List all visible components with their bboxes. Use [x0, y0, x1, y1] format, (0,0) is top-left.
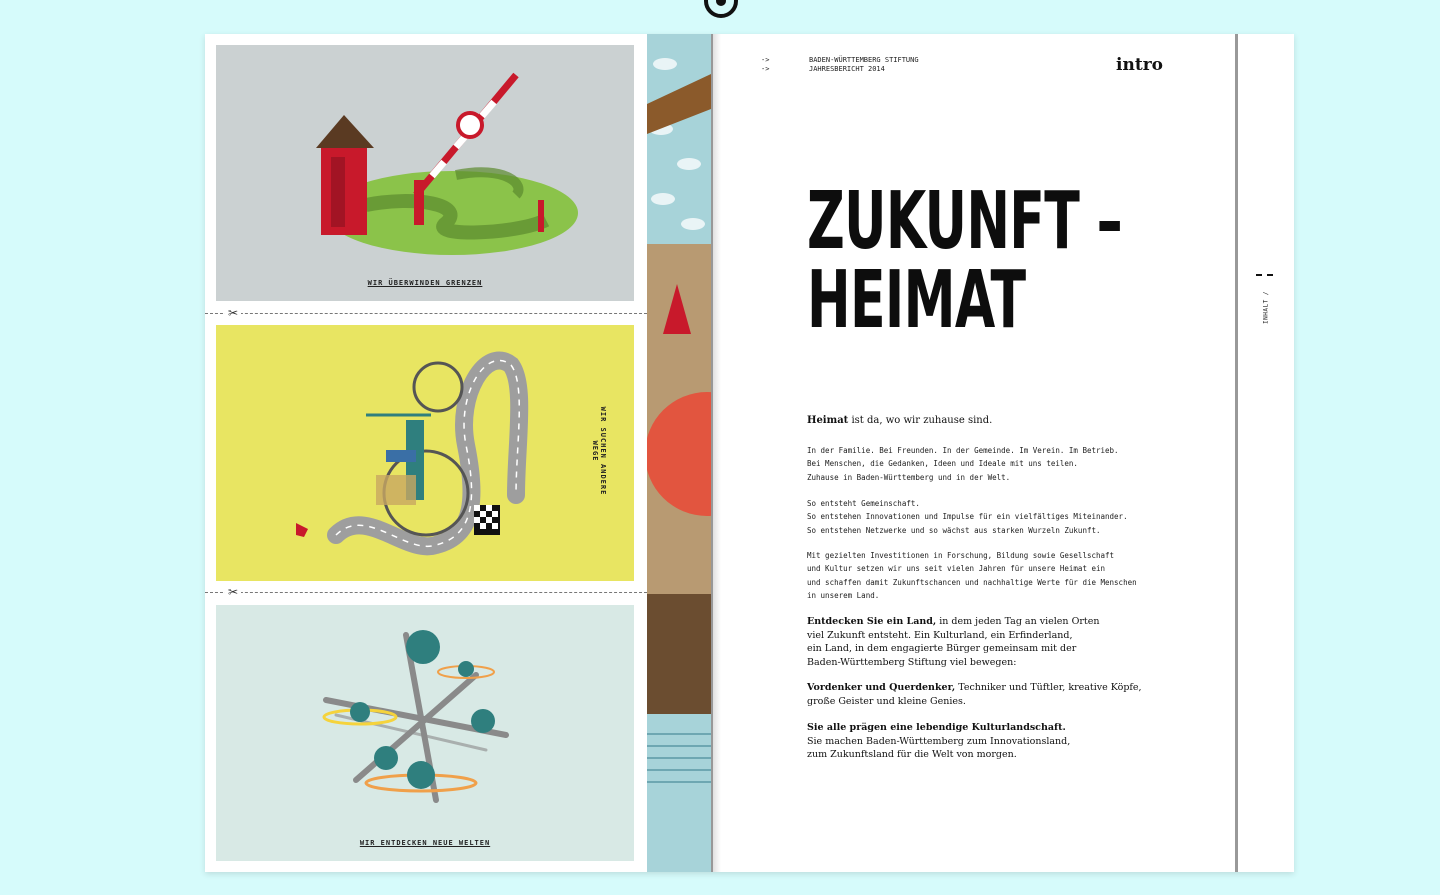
paragraph-1: [807, 444, 1167, 484]
paragraph-4: [807, 615, 1167, 669]
title-line2: HEIMAT: [807, 254, 1026, 346]
paragraph-3: [807, 549, 1167, 603]
text-line: ein Land, in dem engagierte Bürger gemeinsam mit der: [807, 643, 1077, 654]
page-title: [807, 175, 1123, 346]
para4-rest: in dem jeden Tag an vielen Orten: [936, 616, 1100, 627]
bicycle-road-illustration: [216, 325, 634, 581]
postcard-new-worlds[interactable]: [216, 605, 634, 861]
text-line: Sie machen Baden-Württemberg zum Innovationsland,: [807, 735, 1071, 747]
lead-rest: ist da, wo wir zuhause sind.: [848, 415, 993, 426]
border-crossing-illustration: [216, 45, 634, 301]
para5-bold: Vordenker und Querdenker,: [807, 682, 956, 693]
scissors-icon: ✂: [225, 307, 241, 319]
lead-paragraph: [807, 415, 992, 426]
text-line: Bei Menschen, die Gedanken, Ideen und Ideale mit uns teilen.: [807, 459, 1078, 469]
text-line: Mit gezielten Investitionen in Forschung, Bildung sowie Gesellschaft: [807, 551, 1115, 560]
text-line: Baden-Württemberg Stiftung viel bewegen:: [807, 656, 1017, 668]
planets-illustration: [216, 605, 634, 861]
cut-line: [205, 592, 647, 594]
text-line: In der Familie. Bei Freunden. In der Gemeinde. Im Verein. Im Betrieb.: [807, 446, 1119, 455]
contents-link[interactable]: INHALT /: [1262, 291, 1270, 324]
section-tag: intro: [1116, 55, 1163, 75]
right-page: [721, 34, 1235, 872]
paragraph-2: [807, 497, 1167, 537]
cut-line: [205, 313, 647, 315]
text-line: Zuhause in Baden-Württemberg und in der Welt.: [807, 472, 1011, 482]
postcard-border-crossing[interactable]: [216, 45, 634, 301]
nav-dash: [1256, 274, 1262, 276]
text-line: in unserem Land.: [807, 591, 880, 601]
card-caption: WIR SUCHEN ANDERE WEGE: [591, 406, 607, 496]
arrow-icon: ->: [761, 56, 770, 64]
card-caption: WIR ÜBERWINDEN GRENZEN: [367, 279, 483, 287]
postcard-other-paths[interactable]: [216, 325, 634, 581]
center-illustration-strip: [647, 34, 711, 872]
title-line1: ZUKUNFT –: [807, 175, 1123, 267]
text-line: zum Zukunftsland für die Welt von morgen.: [807, 749, 1017, 760]
card-caption: WIR ENTDECKEN NEUE WELTEN: [359, 839, 491, 847]
paragraph-6: [807, 721, 1167, 762]
nav-dash: [1267, 274, 1273, 276]
para4-bold: Entdecken Sie ein Land,: [807, 616, 937, 627]
masthead-line2: JAHRESBERICHT 2014: [809, 65, 885, 73]
record-target-icon[interactable]: [704, 0, 738, 18]
text-line: große Geister und kleine Genies.: [807, 695, 966, 707]
arrow-icon: ->: [761, 65, 770, 73]
paragraph-5: [807, 681, 1167, 708]
side-tab: [1238, 34, 1294, 872]
para6-bold: Sie alle prägen eine lebendige Kulturlandschaft.: [807, 722, 1066, 733]
text-line: und Kultur setzen wir uns seit vielen Jahren für unsere Heimat ein: [807, 564, 1106, 574]
text-line: So entsteht Gemeinschaft.: [807, 499, 920, 508]
para5-rest: Techniker und Tüftler, kreative Köpfe,: [955, 682, 1142, 693]
landscape-strip-illustration: [647, 34, 711, 872]
text-line: viel Zukunft entsteht. Ein Kulturland, ein Erfinderland,: [807, 629, 1073, 641]
text-line: So entstehen Netzwerke und so wächst aus starken Wurzeln Zukunft.: [807, 525, 1101, 535]
masthead-line1: BADEN-WÜRTTEMBERG STIFTUNG: [809, 56, 919, 64]
magazine-spread: [205, 34, 1294, 872]
lead-bold: Heimat: [807, 415, 849, 426]
spine-shadow: [713, 34, 721, 872]
text-line: und schaffen damit Zukunftschancen und nachhaltige Werte für die Menschen: [807, 577, 1137, 587]
text-line: So entstehen Innovationen und Impulse für ein vielfältiges Miteinander.: [807, 512, 1128, 522]
left-page: [205, 34, 647, 872]
contents-nav[interactable]: [1255, 274, 1275, 354]
masthead: [761, 56, 919, 74]
scissors-icon: ✂: [225, 586, 241, 598]
